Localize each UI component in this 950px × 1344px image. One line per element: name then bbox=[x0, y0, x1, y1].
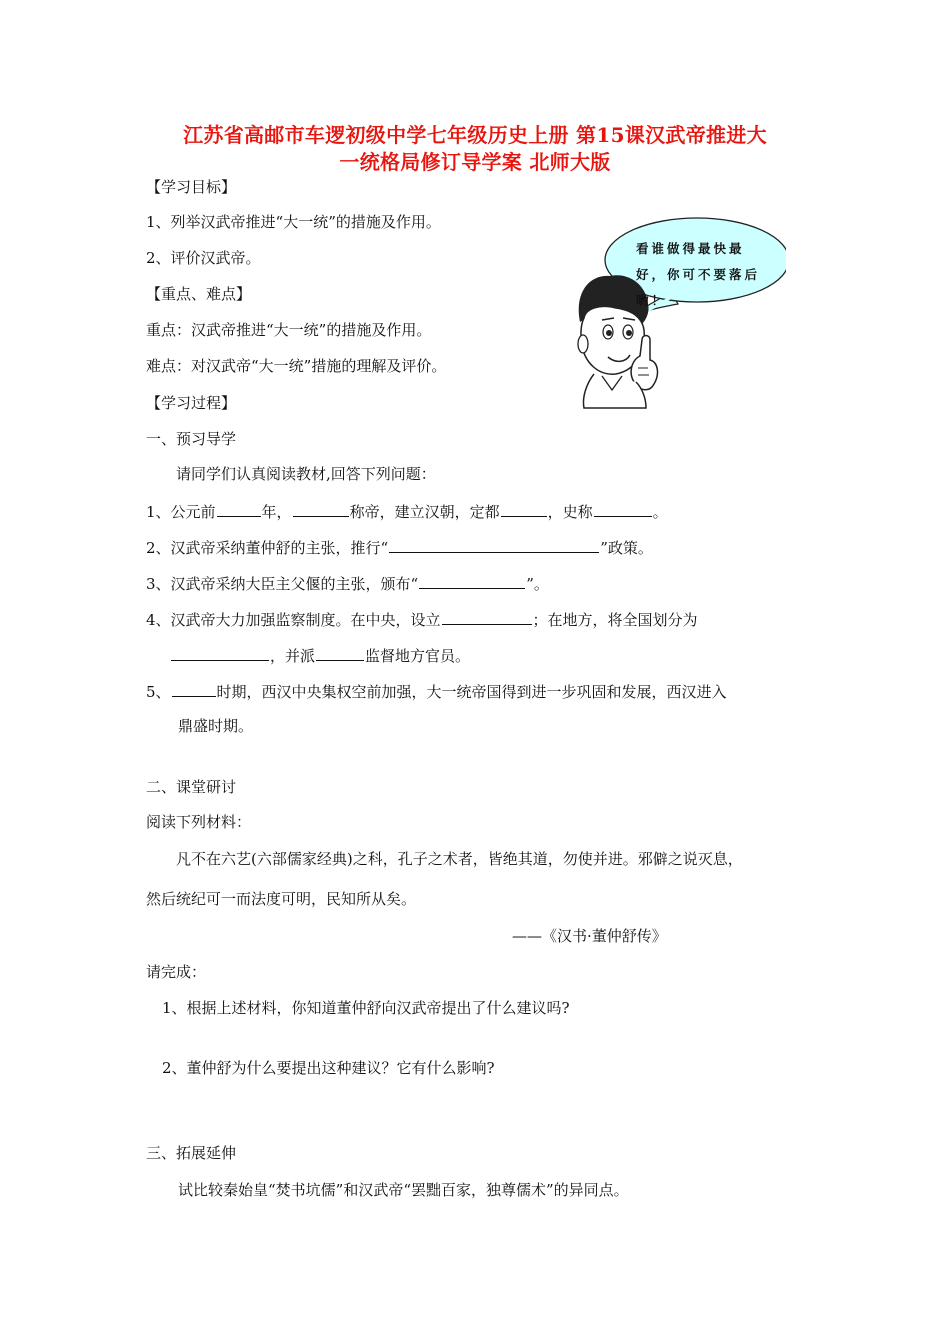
answer-blank[interactable] bbox=[389, 537, 599, 553]
document-title bbox=[120, 122, 830, 176]
task-2: 2、董仲舒为什么要提出这种建议？它有什么影响? bbox=[162, 1059, 495, 1077]
bubble-line-3: 哟！ bbox=[636, 293, 668, 308]
question-2: 2、汉武帝采纳董仲舒的主张，推行“ ”政策。 bbox=[146, 539, 653, 557]
key-point-text: 重点：汉武帝推进“大一统”的措施及作用。 bbox=[146, 321, 432, 339]
question-4: 4、汉武帝大力加强监察制度。在中央，设立 ；在地方，将全国划分为 bbox=[146, 611, 698, 629]
answer-blank[interactable] bbox=[217, 501, 261, 517]
objective-item-1: 1、列举汉武帝推进“大一统”的措施及作用。 bbox=[146, 213, 441, 231]
question-4-continued: ，并派 监督地方官员。 bbox=[170, 645, 470, 666]
quote-source: ——《汉书·董仲舒传》 bbox=[512, 927, 667, 945]
answer-blank[interactable] bbox=[293, 501, 349, 517]
answer-blank[interactable] bbox=[172, 681, 216, 697]
objective-item-2: 2、评价汉武帝。 bbox=[146, 249, 261, 267]
question-3: 3、汉武帝采纳大臣主父偃的主张，颁布“ ”。 bbox=[146, 575, 549, 593]
question-1: 1、公元前 年， 称帝，建立汉朝，定都 ，史称 。 bbox=[146, 503, 668, 521]
quote-line-2: 然后统纪可一而法度可明，民知所从矣。 bbox=[146, 890, 417, 908]
title-line-1: 江苏省高邮市车逻初级中学七年级历史上册 第15课汉武帝推进大 bbox=[183, 123, 767, 147]
task-1: 1、根据上述材料，你知道董仲舒向汉武帝提出了什么建议吗? bbox=[162, 999, 570, 1017]
speech-bubble-text bbox=[636, 236, 766, 314]
answer-blank[interactable] bbox=[501, 501, 547, 517]
section-3-task: 试比较秦始皇“焚书坑儒”和汉武帝“罢黜百家，独尊儒术”的异同点。 bbox=[178, 1181, 629, 1199]
section-1-header: 一、预习导学 bbox=[146, 430, 237, 448]
objectives-header: 【学习目标】 bbox=[146, 178, 237, 196]
section-1-intro: 请同学们认真阅读教材,回答下列问题： bbox=[176, 465, 436, 483]
difficult-point-text: 难点：对汉武帝“大一统”措施的理解及评价。 bbox=[146, 357, 447, 375]
key-points-header: 【重点、难点】 bbox=[146, 285, 252, 303]
section-2-read-prompt: 阅读下列材料： bbox=[146, 813, 252, 831]
title-line-2: 一统格局修订导学案 北师大版 bbox=[339, 150, 611, 174]
section-2-header: 二、课堂研讨 bbox=[146, 778, 237, 796]
answer-blank[interactable] bbox=[419, 573, 525, 589]
process-header: 【学习过程】 bbox=[146, 394, 237, 412]
section-3-header: 三、拓展延伸 bbox=[146, 1144, 237, 1162]
bubble-line-1: 看谁做得最快最 bbox=[636, 241, 745, 256]
complete-prompt: 请完成： bbox=[146, 963, 207, 981]
answer-blank[interactable] bbox=[594, 501, 652, 517]
answer-blank[interactable] bbox=[316, 645, 364, 661]
question-5: 5、 时期，西汉中央集权空前加强，大一统帝国得到进一步巩固和发展，西汉进入 bbox=[146, 683, 727, 701]
quote-line-1: 凡不在六艺(六部儒家经典)之科，孔子之术者，皆绝其道，勿使并进。邪僻之说灭息， bbox=[176, 850, 743, 868]
question-5-continued: 鼎盛时期。 bbox=[178, 717, 254, 735]
bubble-line-2: 好，你可不要落后 bbox=[636, 267, 761, 282]
answer-blank[interactable] bbox=[442, 609, 532, 625]
answer-blank[interactable] bbox=[171, 645, 269, 661]
